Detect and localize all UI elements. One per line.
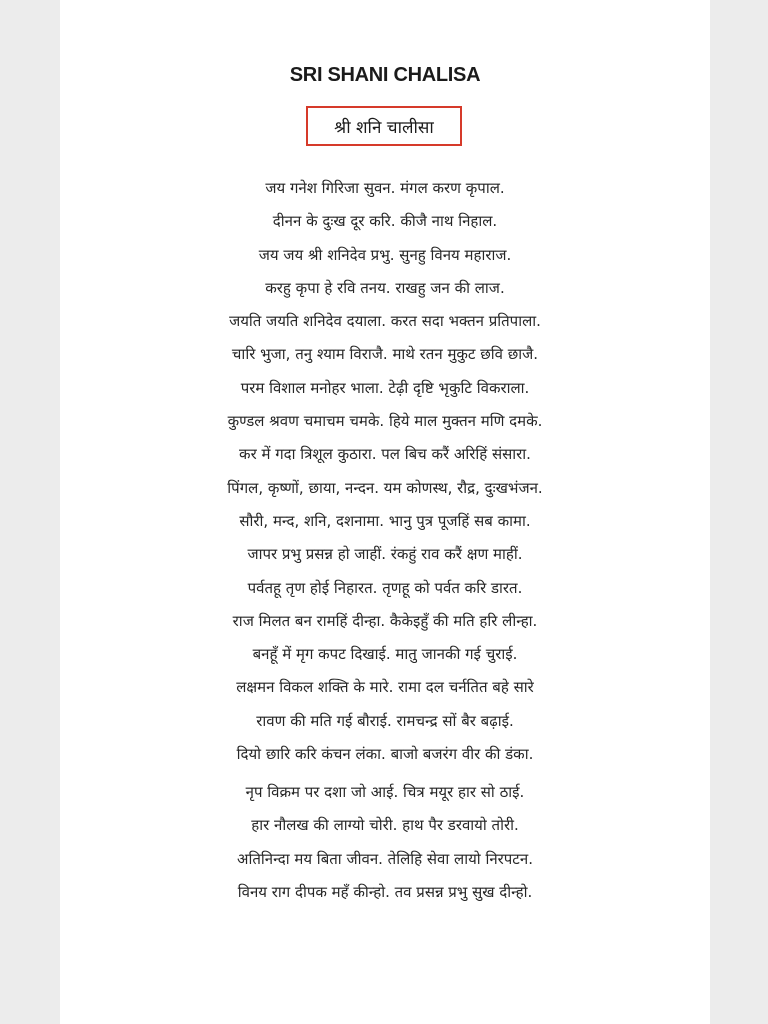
verse-line: दियो छारि करि कंचन लंका. बाजो बजरंग वीर की डंका. bbox=[236, 745, 534, 764]
verse-line: सौरी, मन्द, शनि, दशनामा. भानु पुत्र पूजहिं सब कामा. bbox=[239, 511, 531, 530]
verse-line: जय जय श्री शनिदेव प्रभु. सुनहु विनय महाराज. bbox=[258, 245, 512, 264]
verse-line: अतिनिन्दा मय बिता जीवन. तेलिहि सेवा लायो निरपटन. bbox=[237, 849, 533, 868]
verse-line: जापर प्रभु प्रसन्न हो जाहीं. रंकहुं राव करैं क्षण माहीं. bbox=[247, 545, 523, 564]
verse-line: जयति जयति शनिदेव दयाला. करत सदा भक्तन प्रतिपाला. bbox=[229, 312, 541, 331]
verse-line: पिंगल, कृष्णों, छाया, नन्दन. यम कोणस्थ, रौद्र, दुःखभंजन. bbox=[227, 478, 543, 497]
verse-line: विनय राग दीपक महँ कीन्हो. तव प्रसन्न प्रभु सुख दीन्हो. bbox=[237, 882, 533, 901]
stanza-2 bbox=[60, 776, 710, 909]
verse-line: नृप विक्रम पर दशा जो आई. चित्र मयूर हार सो ठाई. bbox=[245, 783, 525, 801]
document-page bbox=[60, 0, 710, 1024]
verse-line: करहु कृपा हे रवि तनय. राखहु जन की लाज. bbox=[265, 278, 505, 297]
verse-line: कर में गदा त्रिशूल कुठारा. पल बिच करैं अरिहिं संसारा. bbox=[239, 445, 531, 464]
verse-line: लक्षमन विकल शक्ति के मारे. रामा दल चर्नतित बहे सारे bbox=[236, 678, 534, 697]
verse-line: चारि भुजा, तनु श्याम विराजै. माथे रतन मुकुट छवि छाजै. bbox=[231, 345, 539, 364]
verse-line: रावण की मति गई बौराई. रामचन्द्र सों बैर बढ़ाई. bbox=[256, 711, 514, 730]
verse-line: परम विशाल मनोहर भाला. टेढ़ी दृष्टि भृकुटि विकराला. bbox=[240, 378, 530, 397]
verse-line: जय गनेश गिरिजा सुवन. मंगल करण कृपाल. bbox=[265, 179, 505, 197]
verse-line: बनहूँ में मृग कपट दिखाई. मातु जानकी गई चुराई. bbox=[252, 645, 518, 664]
verse-line: दीनन के दुःख दूर करि. कीजै नाथ निहाल. bbox=[272, 212, 498, 231]
hindi-title: श्री शनि चालीसा bbox=[334, 117, 434, 138]
verse-line: राज मिलत बन रामहिं दीन्हा. कैकेइहुँ की मति हरि लीन्हा. bbox=[232, 611, 538, 630]
hindi-title-box bbox=[306, 106, 462, 146]
verse-line: पर्वतहू तृण होई निहारत. तृणहू को पर्वत करि डारत. bbox=[247, 578, 523, 597]
verse-line: हार नौलख की लाग्यो चोरी. हाथ पैर डरवायो तोरी. bbox=[251, 816, 519, 835]
verse-line: कुण्डल श्रवण चमाचम चमके. हिये माल मुक्तन मणि दमके. bbox=[227, 412, 543, 431]
stanza-1 bbox=[60, 172, 710, 771]
page-title: SRI SHANI CHALISA bbox=[289, 64, 481, 86]
